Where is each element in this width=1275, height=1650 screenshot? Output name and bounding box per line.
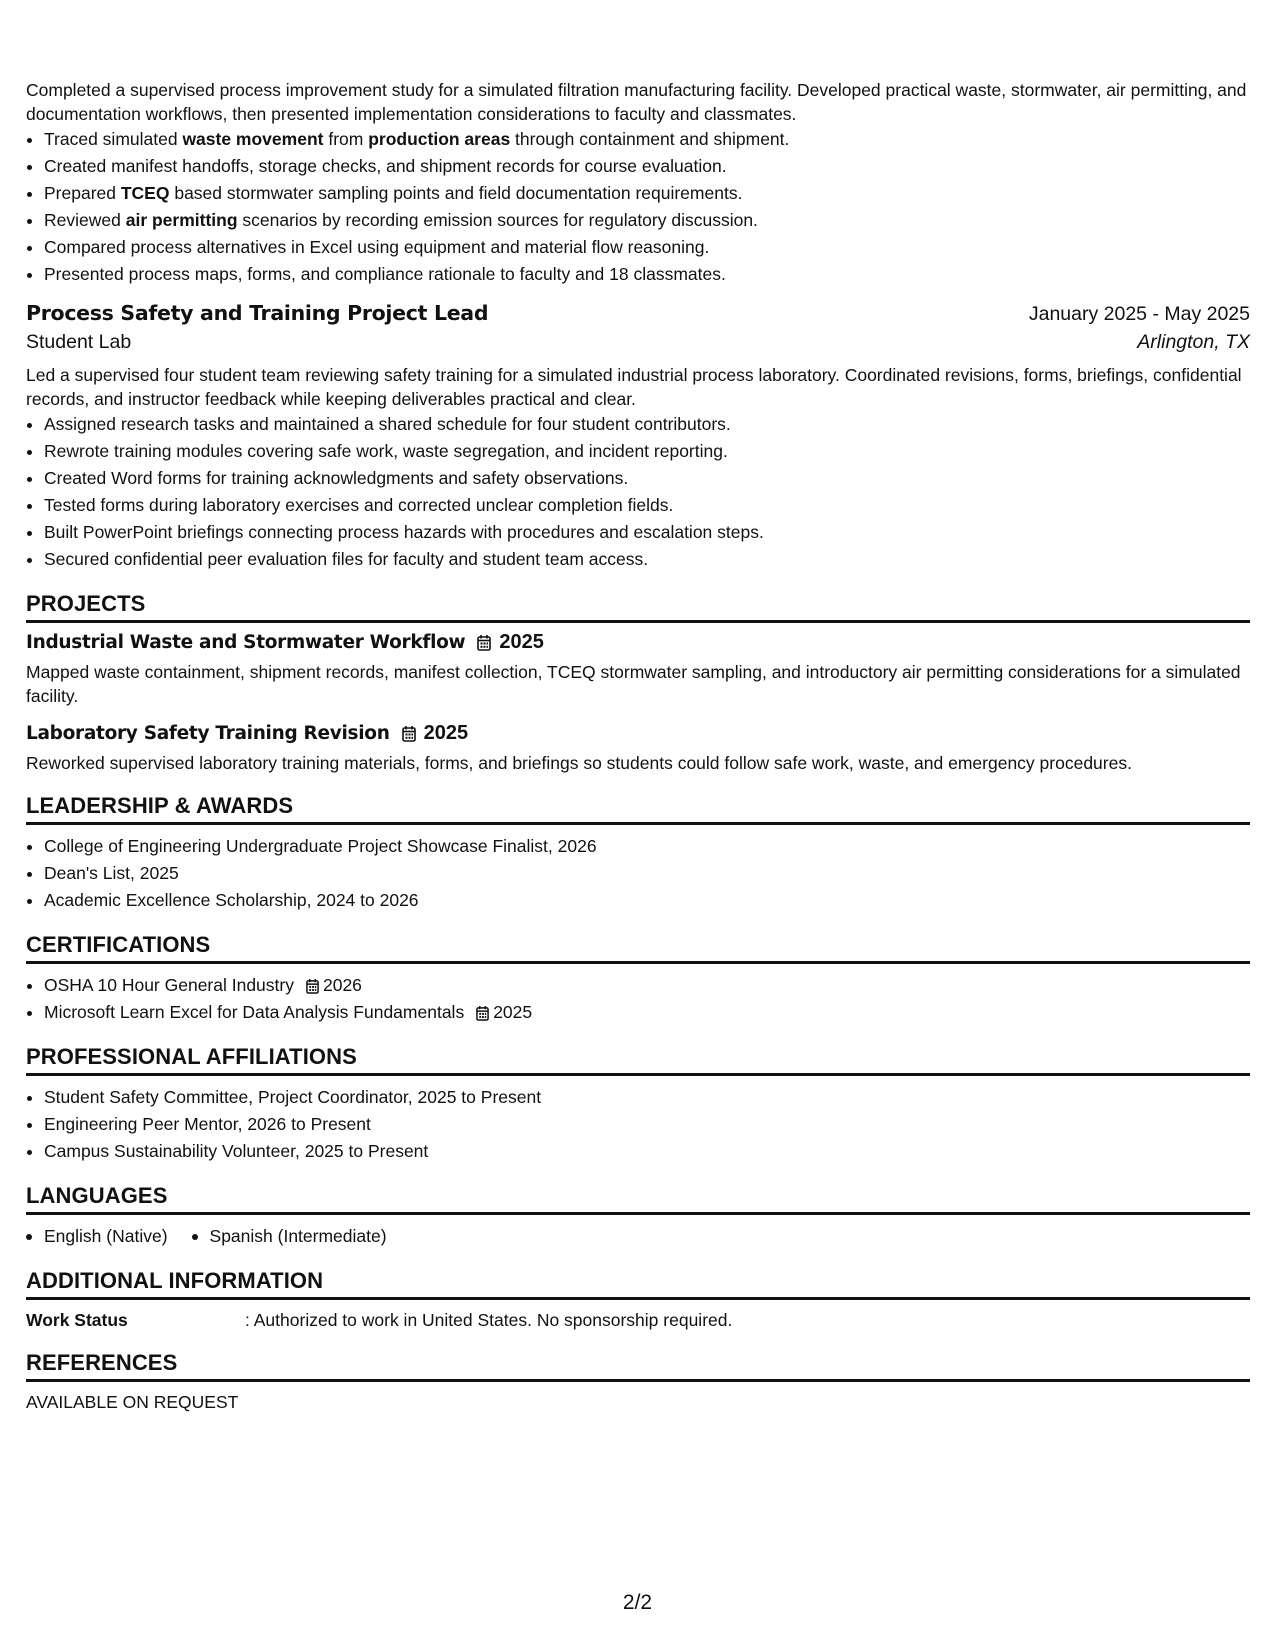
list-item: • Student Safety Committee, Project Coordinator, 2025 to Present	[44, 1084, 1250, 1111]
certifications-list	[26, 972, 1250, 1026]
section-heading-projects: PROJECTS	[26, 591, 1250, 623]
project-year: 2025	[423, 722, 469, 744]
list-item: • Engineering Peer Mentor, 2026 to Present	[44, 1111, 1250, 1138]
list-item: • Secured confidential peer evaluation files for faculty and student team access.	[44, 546, 1250, 573]
list-item: • Built PowerPoint briefings connecting process hazards with procedures and escalation steps.	[44, 519, 1250, 546]
list-item: • Rewrote training modules covering safe work, waste segregation, and incident reporting.	[44, 438, 1250, 465]
list-item: • Academic Excellence Scholarship, 2024 to 2026	[44, 887, 1250, 914]
list-item: • Compared process alternatives in Excel using equipment and material flow reasoning.	[44, 234, 1250, 261]
project-description: Reworked supervised laboratory training materials, forms, and briefings so students could follow safe work, waste, and emergency procedures.	[26, 753, 1132, 773]
language: English (Native)	[44, 1226, 168, 1246]
section-heading-certifications: CERTIFICATIONS	[26, 932, 1250, 964]
list-item: • Created manifest handoffs, storage checks, and shipment records for course evaluation.	[44, 153, 1250, 180]
list-item: • College of Engineering Undergraduate Project Showcase Finalist, 2026	[44, 833, 1250, 860]
leadership-list	[26, 833, 1250, 914]
list-item: • Created Word forms for training acknowledgments and safety observations.	[44, 465, 1250, 492]
list-item: • Campus Sustainability Volunteer, 2025 to Present	[44, 1138, 1250, 1165]
calendar-icon	[476, 1005, 489, 1021]
project-header	[26, 722, 1250, 745]
experience-bullets	[26, 126, 1250, 288]
project-title: Industrial Waste and Stormwater Workflow	[26, 632, 466, 653]
calendar-icon	[402, 725, 416, 742]
work-status-label: Work Status	[26, 1310, 128, 1330]
section-heading-leadership: LEADERSHIP & AWARDS	[26, 793, 1250, 825]
experience-summary: Completed a supervised process improvement study for a simulated filtration manufacturing facility. Developed practical waste, stormwater, air permitting, and documentation workflows, then presented implementation considerations to faculty and classmates.	[26, 80, 1247, 124]
list-item: • Assigned research tasks and maintained a shared schedule for four student contributors.	[44, 411, 1250, 438]
list-item: • Traced simulated waste movement from production areas through containment and shipment.	[44, 126, 1250, 153]
work-status-value: : Authorized to work in United States. No sponsorship required.	[245, 1310, 733, 1330]
list-item	[26, 1223, 168, 1250]
certification-name: Microsoft Learn Excel for Data Analysis Fundamentals	[44, 1002, 465, 1022]
language: Spanish (Intermediate)	[209, 1226, 387, 1246]
section-heading-languages: LANGUAGES	[26, 1183, 1250, 1215]
references-text: AVAILABLE ON REQUEST	[26, 1392, 239, 1412]
job-summary: Led a supervised four student team reviewing safety training for a simulated industrial process laboratory. Coordinated revisions, forms, briefings, confidential records, and instructor feedback while keeping deliverables practical and clear.	[26, 365, 1242, 409]
page-number: 2/2	[622, 1591, 653, 1614]
job-header	[26, 301, 1250, 326]
languages-list	[26, 1223, 1250, 1250]
list-item: • Dean's List, 2025	[44, 860, 1250, 887]
bullet-dot	[26, 1234, 32, 1240]
job-subheader	[26, 331, 1250, 354]
section-heading-additional: ADDITIONAL INFORMATION	[26, 1268, 1250, 1300]
section-heading-affiliations: PROFESSIONAL AFFILIATIONS	[26, 1044, 1250, 1076]
project-header	[26, 631, 1250, 654]
project-title: Laboratory Safety Training Revision	[26, 723, 390, 744]
job-bullets	[26, 411, 1250, 573]
certification-name: OSHA 10 Hour General Industry	[44, 975, 294, 995]
list-item	[192, 1223, 387, 1250]
job-dates: January 2025 - May 2025	[1028, 303, 1250, 325]
certification-year: 2025	[493, 1002, 533, 1022]
list-item: • Reviewed air permitting scenarios by recording emission sources for regulatory discussion.	[44, 207, 1250, 234]
certification-year: 2026	[322, 975, 362, 995]
list-item: • Tested forms during laboratory exercises and corrected unclear completion fields.	[44, 492, 1250, 519]
job-location: Arlington, TX	[1137, 331, 1250, 353]
calendar-icon	[306, 978, 319, 994]
resume-page	[26, 78, 1250, 1414]
work-status-row	[26, 1308, 1250, 1332]
calendar-icon	[477, 634, 491, 651]
project-year: 2025	[499, 631, 544, 653]
section-heading-references: REFERENCES	[26, 1350, 1250, 1382]
job-organization: Student Lab	[26, 331, 132, 353]
list-item: • Prepared TCEQ based stormwater sampling points and field documentation requirements.	[44, 180, 1250, 207]
list-item	[44, 999, 1250, 1026]
affiliations-list	[26, 1084, 1250, 1165]
list-item: • Presented process maps, forms, and compliance rationale to faculty and 18 classmates.	[44, 261, 1250, 288]
project-description: Mapped waste containment, shipment records, manifest collection, TCEQ stormwater sampling, and introductory air permitting considerations for a simulated facility.	[26, 662, 1241, 706]
list-item	[44, 972, 1250, 999]
bullet-dot	[192, 1234, 198, 1240]
job-title: Process Safety and Training Project Lead	[26, 301, 489, 325]
